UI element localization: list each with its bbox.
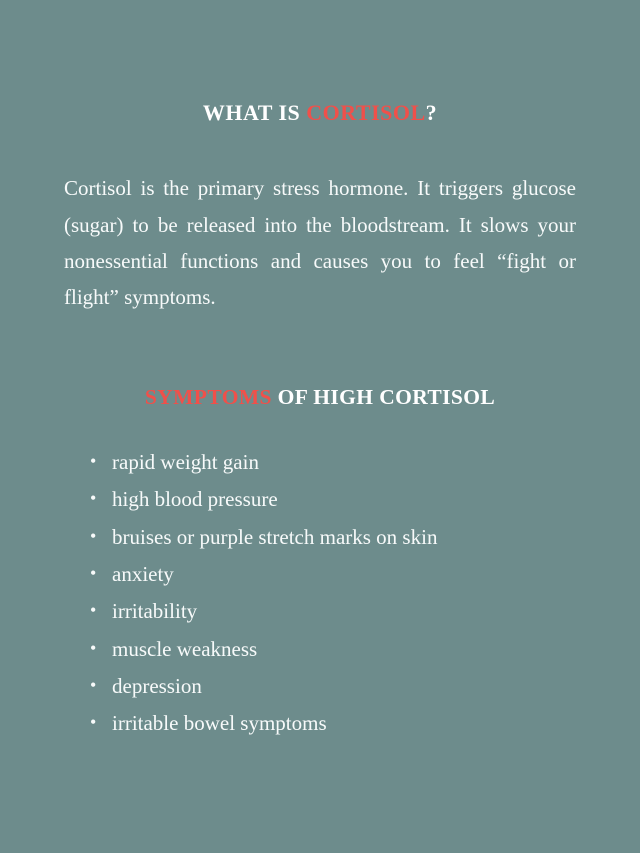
list-item: • anxiety bbox=[90, 556, 576, 593]
subtitle-trail-text: OF HIGH CORTISOL bbox=[271, 384, 496, 409]
list-item: • rapid weight gain bbox=[90, 444, 576, 481]
title-accent-word: CORTISOL bbox=[306, 100, 426, 125]
title-trail-text: ? bbox=[425, 100, 438, 125]
list-item: • irritable bowel symptoms bbox=[90, 705, 576, 742]
cortisol-description-paragraph: Cortisol is the primary stress hormone. It triggers glucose (sugar) to be released into the bloodstream. It slows your nonessential functions and causes you to feel “fight or flight” symptoms. bbox=[64, 176, 576, 309]
title-lead-text: WHAT IS bbox=[202, 100, 307, 125]
list-item: • irritability bbox=[90, 593, 576, 630]
list-item: • depression bbox=[90, 668, 576, 705]
page-title bbox=[64, 100, 576, 126]
list-item: • bruises or purple stretch marks on skin bbox=[90, 519, 576, 556]
symptoms-list bbox=[64, 444, 576, 743]
symptoms-heading bbox=[64, 385, 576, 410]
list-item: • high blood pressure bbox=[90, 481, 576, 518]
list-item: • muscle weakness bbox=[90, 631, 576, 668]
subtitle-accent-word: SYMPTOMS bbox=[144, 384, 272, 409]
